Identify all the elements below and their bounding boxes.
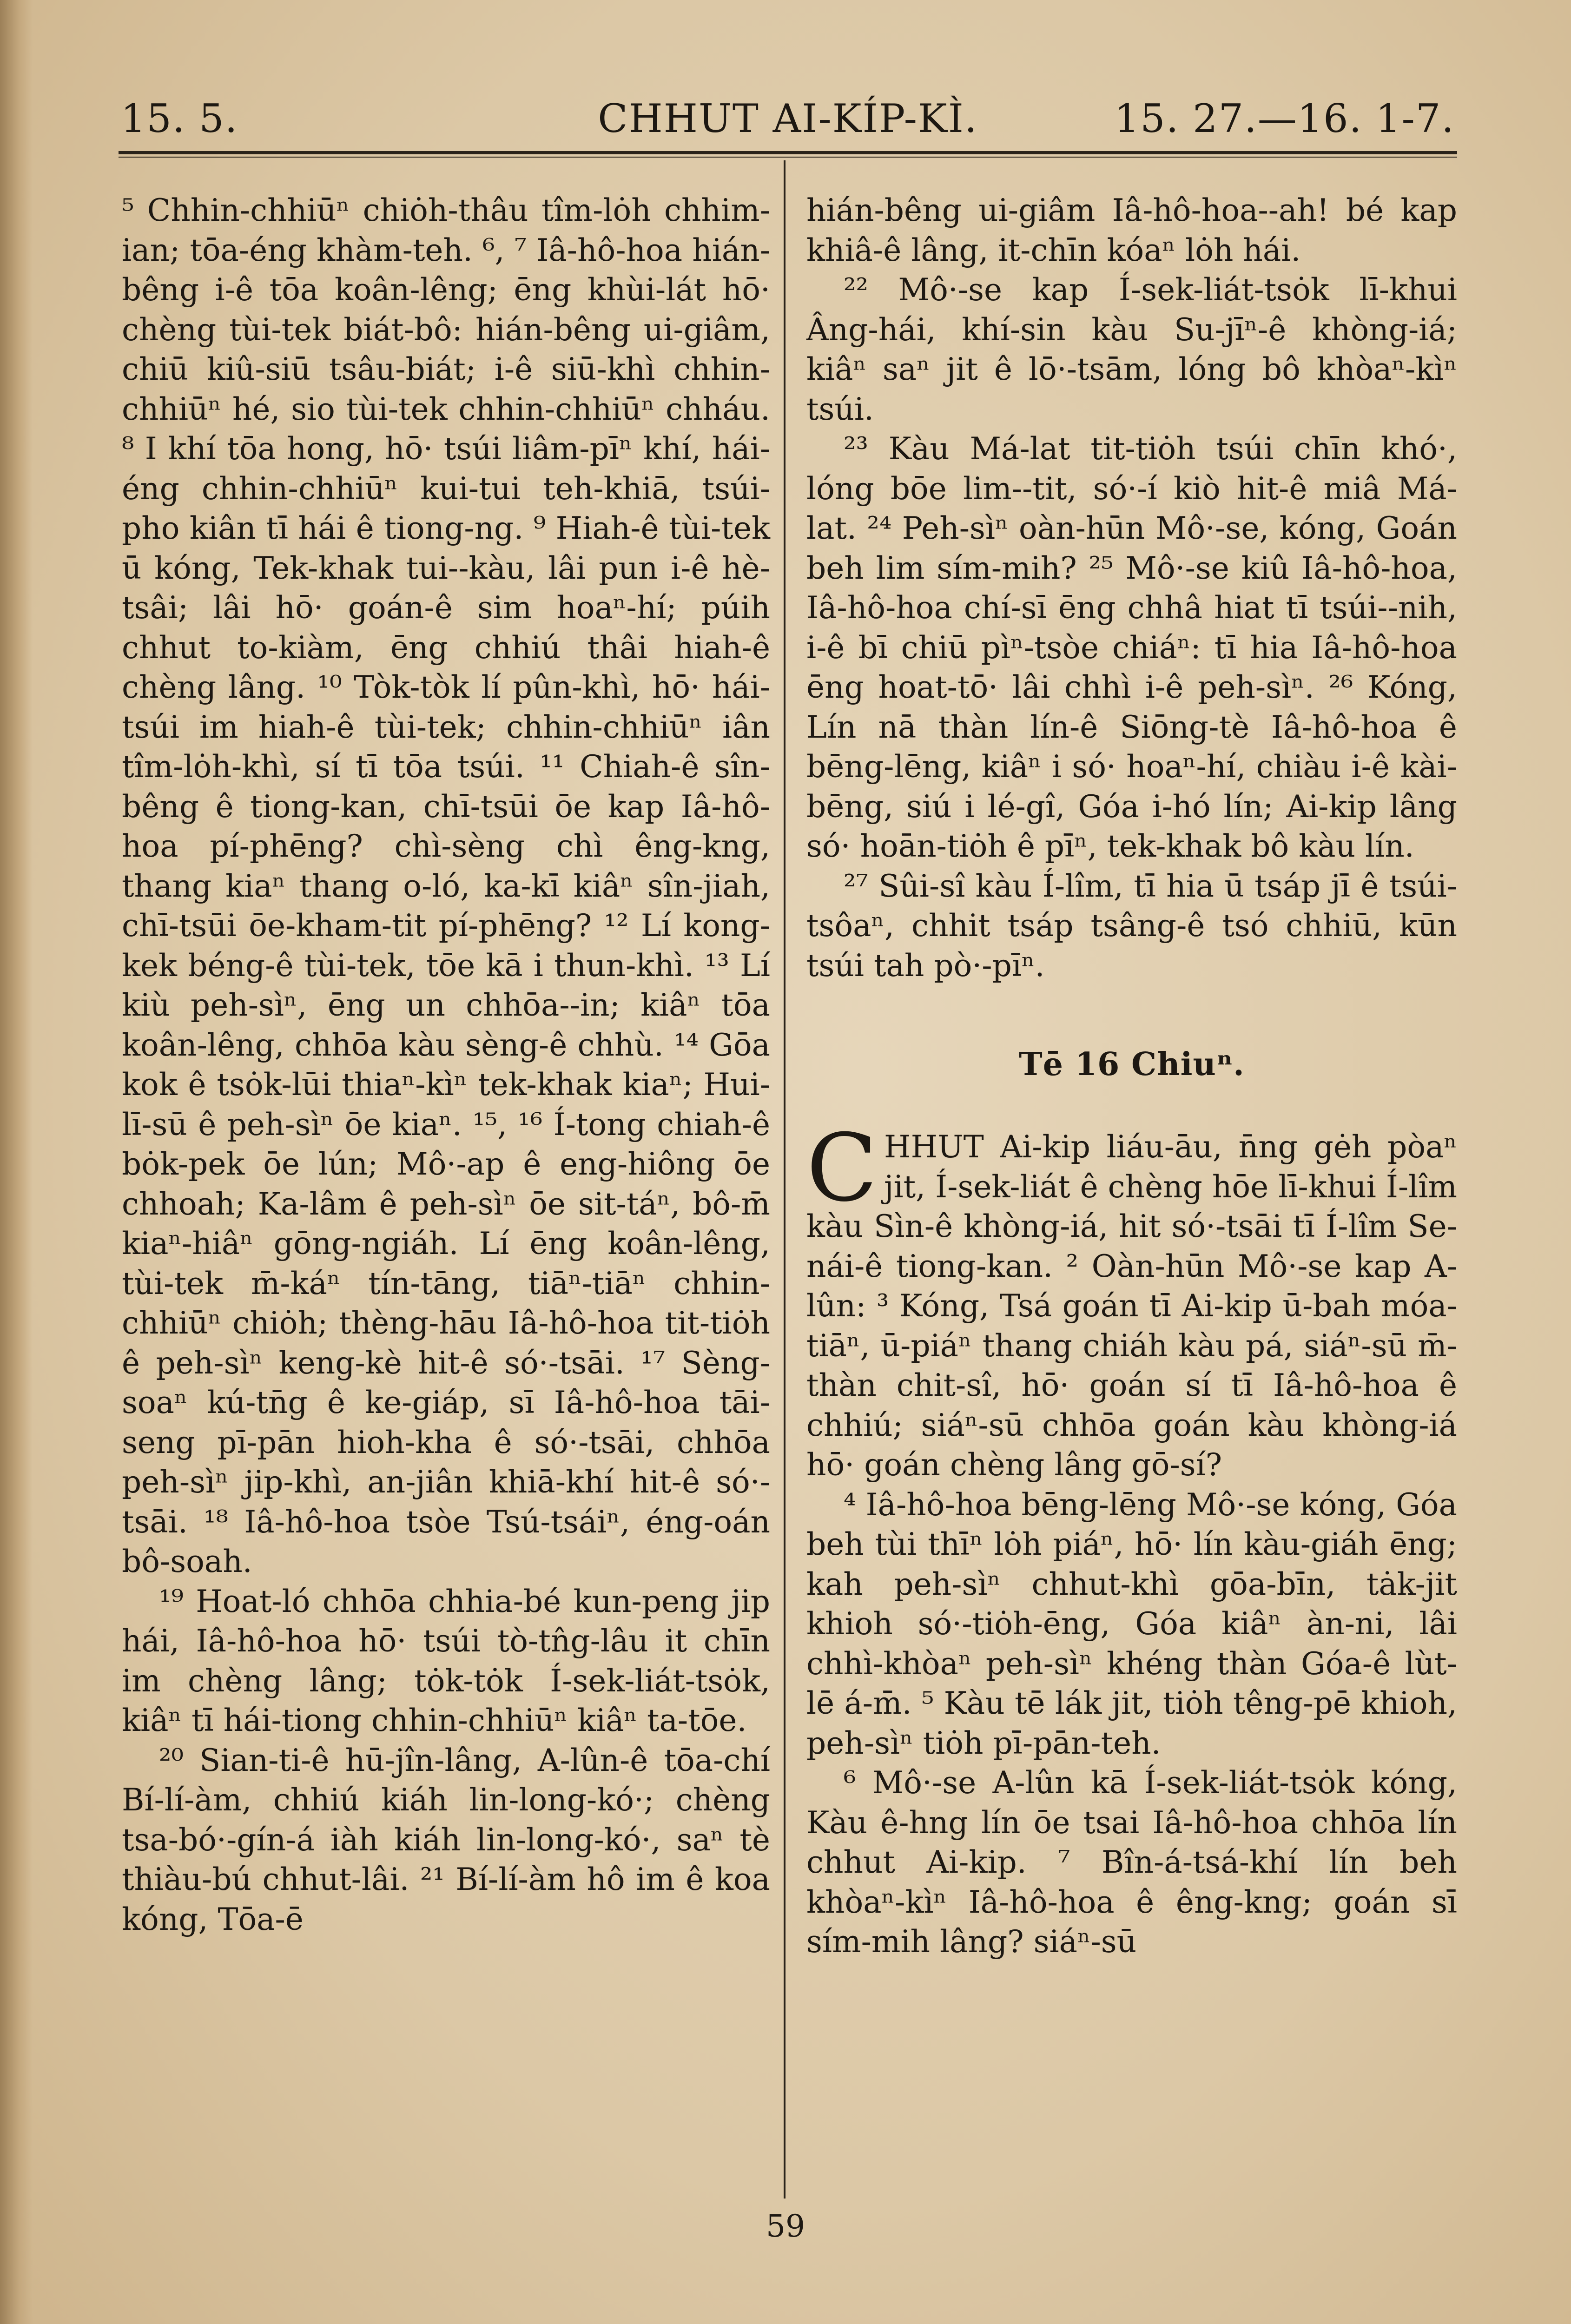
running-header (121, 93, 1455, 149)
page-edge-shadow (0, 0, 33, 2324)
right-paragraph-23: ²³ Kàu Má-lat tit-tiȯh tsúi chīn khó·, lóng bōe lim--tit, só·-í kiò hit-ê miâ Má-lat. ²⁴ Peh-sìⁿ oàn-hūn Mô·-se, kóng, Goán beh lim sím-mih? ²⁵ Mô·-se kiû Iâ-hô-hoa, Iâ-hô-hoa chí-sī ēng chhâ hiat tī tsúi--nih, i-ê bī chiū pìⁿ-tsòe chiáⁿ: tī hia Iâ-hô-hoa ēng hoat-tō· lâi chhì i-ê peh-sìⁿ. ²⁶ Kóng, Lín nā thàn lín-ê Siōng-tè Iâ-hô-hoa ê bēng-lēng, kiâⁿ i só· hoaⁿ-hí, chiàu i-ê kài-bēng, siú i lé-gî, Góa i-hó lín; Ai-kip lâng só· hoān-tiȯh ê pīⁿ, tek-khak bô kàu lín. (806, 431, 1457, 864)
header-verse-start: 15. 5. (121, 96, 238, 141)
right-paragraph-continued: hián-bêng ui-giâm Iâ-hô-hoa--ah! bé kap khiâ-ê lâng, it-chīn kóaⁿ lȯh hái. (806, 192, 1457, 268)
left-paragraph-19: ¹⁹ Hoat-ló chhōa chhia-bé kun-peng jip hái, Iâ-hô-hoa hō· tsúi tò-tn̂g-lâu it chīn im chèng lâng; tȯk-tȯk Í-sek-liát-tsȯk, kiâⁿ tī hái-tiong chhin-chhiūⁿ kiâⁿ ta-tōe. (122, 1583, 770, 1738)
header-rule (119, 151, 1457, 158)
right-column (806, 191, 1457, 1962)
chapter16-paragraph-1 (806, 1114, 1457, 1485)
chapter16-paragraph-4: ⁴ Iâ-hô-hoa bēng-lēng Mô·-se kóng, Góa beh tùi thīⁿ lȯh piáⁿ, hō· lín kàu-giáh ēng; kah peh-sìⁿ chhut-khì gōa-bīn, tȧk-jit khioh só·-tiȯh-ēng, Góa kiâⁿ àn-ni, lâi chhì-khòaⁿ peh-sìⁿ khéng thàn Góa-ê lùt-lē á-m̄. ⁵ Kàu tē lák jit, tiȯh têng-pē khioh, peh-sìⁿ tiȯh pī-pān-teh. (806, 1486, 1457, 1761)
right-paragraph-27: ²⁷ Sûi-sî kàu Í-lîm, tī hia ū tsáp jī ê tsúi-tsôaⁿ, chhit tsáp tsâng-ê tsó chhiū, kūn tsúi tah pò·-pīⁿ. (806, 868, 1457, 984)
left-paragraph-20: ²⁰ Sian-ti-ê hū-jîn-lâng, A-lûn-ê tōa-chí Bí-lí-àm, chhiú kiáh lin-long-kó·; chèng tsa-bó·-gín-á iàh kiáh lin-long-kó·, saⁿ tè thiàu-bú chhut-lâi. ²¹ Bí-lí-àm hô im ê koa kóng, Tōa-ē (122, 1742, 770, 1937)
header-verse-range: 15. 27.—16. 1-7. (1114, 96, 1455, 141)
header-book-title: CHHUT AI-KÍP-KÌ. (598, 96, 978, 141)
chapter16-verse-1-3: HHUT Ai-kip liáu-āu, n̄ng gėh pòaⁿ jit, Í-sek-liát ê chèng hōe lī-khui Í-lîm kàu Sìn-ê khòng-iá, hit só·-tsāi tī Í-lîm Se-nái-ê tiong-kan. ² Oàn-hūn Mô·-se kap A-lûn: ³ Kóng, Tsá goán tī Ai-kip ū-bah móa-tiāⁿ, ū-piáⁿ thang chiáh kàu pá, siáⁿ-sū m̄-thàn chit-sî, hō· goán sí tī Iâ-hô-hoa ê chhiú; siáⁿ-sū chhōa goán kàu khòng-iá hō· goán chèng lâng gō-sí? (806, 1129, 1457, 1483)
chapter-heading: Tē 16 Chiuⁿ. (1019, 1046, 1245, 1083)
left-column (122, 191, 770, 1939)
column-divider (784, 160, 786, 2199)
left-paragraph-5-18: ⁵ Chhin-chhiūⁿ chiȯh-thâu tîm-lȯh chhim-ian; tōa-éng khàm-teh. ⁶, ⁷ Iâ-hô-hoa hián-bêng i-ê tōa koân-lêng; ēng khùi-lát hō· chèng tùi-tek biát-bô: hián-bêng ui-giâm, chiū kiû-siū tsâu-biát; i-ê siū-khì chhin-chhiūⁿ hé, sio tùi-tek chhin-chhiūⁿ chháu. ⁸ I khí tōa hong, hō· tsúi liâm-pīⁿ khí, hái-éng chhin-chhiūⁿ kui-tui teh-khiā, tsúi-pho kiân tī hái ê tiong-ng. ⁹ Hiah-ê tùi-tek ū kóng, Tek-khak tui--kàu, lâi pun i-ê hè-tsâi; lâi hō· goán-ê sim hoaⁿ-hí; púih chhut to-kiàm, ēng chhiú thâi hiah-ê chèng lâng. ¹⁰ Tòk-tòk lí pûn-khì, hō· hái-tsúi im hiah-ê tùi-tek; chhin-chhiūⁿ iân tîm-lȯh-khì, sí tī tōa tsúi. ¹¹ Chiah-ê sîn-bêng ê tiong-kan, chī-tsūi ōe kap Iâ-hô-hoa pí-phēng? chì-sèng chì êng-kng, thang kiaⁿ thang o-ló, ka-kī kiâⁿ sîn-jiah, chī-tsūi ōe-kham-tit pí-phēng? ¹² Lí kong-kek béng-ê tùi-tek, tōe kā i thun-khì. ¹³ Lí kiù peh-sìⁿ, ēng un chhōa--in; kiâⁿ tōa koân-lêng, chhōa kàu sèng-ê chhù. ¹⁴ Gōa kok ê tsȯk-lūi thiaⁿ-kìⁿ tek-khak kiaⁿ; Hui-lī-sū ê peh-sìⁿ ōe kiaⁿ. ¹⁵, ¹⁶ Í-tong chiah-ê bȯk-pek ōe lún; Mô·-ap ê eng-hiông ōe chhoah; Ka-lâm ê peh-sìⁿ ōe sit-táⁿ, bô-m̄ kiaⁿ-hiâⁿ gōng-ngiáh. Lí ēng koân-lêng, tùi-tek m̄-káⁿ tín-tāng, tiāⁿ-tiāⁿ chhin-chhiūⁿ chiȯh; thèng-hāu Iâ-hô-hoa tit-tiȯh ê peh-sìⁿ keng-kè hit-ê só·-tsāi. ¹⁷ Sèng-soaⁿ kú-tn̄g ê ke-giáp, sī Iâ-hô-hoa tāi-seng pī-pān hioh-kha ê só·-tsāi, chhōa peh-sìⁿ jip-khì, an-jiân khiā-khí hit-ê só·-tsāi. ¹⁸ Iâ-hô-hoa tsòe Tsú-tsáiⁿ, éng-oán bô-soah. (122, 192, 770, 1579)
chapter16-paragraph-6: ⁶ Mô·-se A-lûn kā Í-sek-liát-tsȯk kóng, Kàu ê-hng lín ōe tsai Iâ-hô-hoa chhōa lín chhut Ai-kip. ⁷ Bîn-á-tsá-khí lín beh khòaⁿ-kìⁿ Iâ-hô-hoa ê êng-kng; goán sī sím-mih lâng? siáⁿ-sū (806, 1765, 1457, 1960)
right-paragraph-22: ²² Mô·-se kap Í-sek-liát-tsȯk lī-khui Âng-hái, khí-sin kàu Su-jīⁿ-ê khòng-iá; kiâⁿ saⁿ jit ê lō·-tsām, lóng bô khòaⁿ-kìⁿ tsúi. (806, 272, 1457, 427)
page-number: 59 (766, 2208, 805, 2244)
drop-cap: C (806, 1114, 878, 1222)
